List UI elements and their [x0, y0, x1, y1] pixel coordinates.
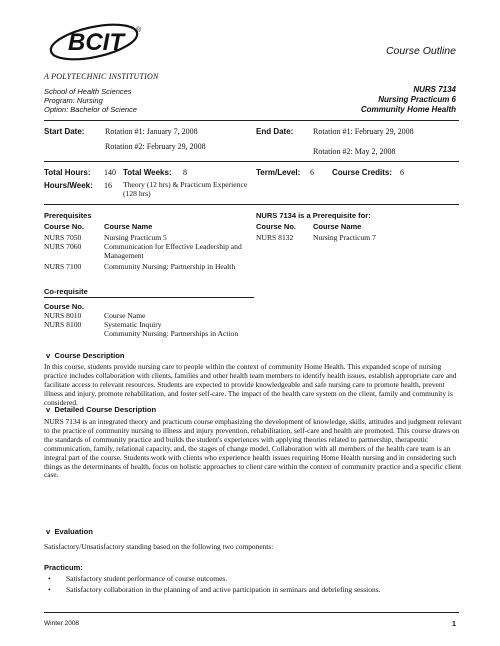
- evaluation-heading: v Evaluation: [46, 527, 93, 536]
- prereq-name: Communication for Effective Leadership and Management: [104, 242, 242, 260]
- course-subtitle: Community Home Health: [360, 105, 456, 114]
- end-rotation-2: Rotation #2: May 2, 2008: [313, 147, 396, 156]
- coreq-col-name: Course Name: [104, 311, 146, 320]
- divider-coreq: [44, 297, 254, 298]
- credits-value: 6: [400, 168, 404, 177]
- page-number: 1: [451, 619, 456, 628]
- prereq-no: NURS 7060: [44, 242, 82, 251]
- school-info: [44, 87, 137, 114]
- coreq-name: Systematic Inquiry: [104, 320, 162, 329]
- start-rotation-2: Rotation #2: February 29, 2008: [105, 142, 206, 151]
- prerequisites-heading: Prerequisites: [44, 211, 92, 220]
- prereq-col-name: Course Name: [104, 222, 153, 231]
- evaluation-intro: Satisfactory/Unsatisfactory standing based on the following two components:: [44, 542, 274, 551]
- prereq-name: Community Nursing: Partnership in Health: [104, 262, 236, 271]
- detailed-description-text: NURS 7134 is an integrated theory and practicum course emphasizing the development of knowledge, skills, attitudes and judgment relevant to the practice of community nursing to illness and injury prevention, rehabilitation, self-care and health are promoted. This course draws on the standards of community practice and builds the student's experiences with applying theories related to partnership, therapeutic communication, family, relational capacity, and, the stages of change model. Collaboration with all members of the health care team is an integral part of the course. Students work with clients who experience health issues requiring Home Health nursing and in considering such things as the determinants of health, focus on holistic approaches to client care within the context of community practice and a specific client case.: [44, 417, 462, 480]
- start-date-label: Start Date:: [44, 127, 85, 136]
- divider-top: [44, 120, 459, 121]
- course-description-heading: v Course Description: [46, 351, 125, 360]
- end-rotation-1: Rotation #1: February 29, 2008: [313, 127, 414, 136]
- tagline: A POLYTECHNIC INSTITUTION: [44, 72, 159, 81]
- total-hours-value: 140: [104, 168, 116, 177]
- school-name: School of Health Sciences: [44, 87, 132, 96]
- logo-trademark: ®: [136, 27, 142, 34]
- bullet-icon: •: [48, 574, 51, 583]
- evaluation-item: Satisfactory student performance of course outcomes.: [66, 574, 228, 583]
- section-marker: v: [46, 405, 51, 414]
- course-id-block: [361, 85, 456, 115]
- option-name: Option: Bachelor of Science: [44, 105, 137, 114]
- divider-footer: [44, 612, 459, 613]
- term-level-value: 6: [310, 168, 314, 177]
- prereq-col-no: Course No.: [44, 222, 85, 231]
- start-rotation-1: Rotation #1: January 7, 2008: [105, 127, 198, 136]
- total-weeks-label: Total Weeks:: [123, 168, 172, 177]
- hours-detail: Theory (12 hrs) & Practicum Experience (128 hrs): [123, 180, 248, 198]
- coreq-no: NURS 8100: [44, 320, 82, 329]
- coreq-col-no: Course No.: [44, 302, 85, 311]
- prereq-no: NURS 7050: [44, 233, 82, 242]
- prereq-no: NURS 7100: [44, 262, 82, 271]
- prereq-for-col-name: Course Name: [313, 222, 362, 231]
- prereq-for-no: NURS 8132: [256, 233, 294, 242]
- hours-week-value: 16: [104, 181, 112, 190]
- footer-term: Winter 2008: [44, 620, 80, 627]
- prereq-for-heading: NURS 7134 is a Prerequisite for:: [256, 211, 371, 220]
- credits-label: Course Credits:: [332, 168, 393, 177]
- logo-text: BCIT: [68, 29, 124, 56]
- term-level-label: Term/Level:: [256, 168, 301, 177]
- bullet-icon: •: [48, 585, 51, 594]
- divider-hours: [44, 204, 459, 205]
- practicum-label: Practicum:: [44, 563, 83, 572]
- end-date-label: End Date:: [256, 127, 294, 136]
- total-hours-label: Total Hours:: [44, 168, 91, 177]
- prereq-for-col-no: Course No.: [256, 222, 297, 231]
- course-code: NURS 7134: [413, 85, 456, 94]
- prereq-for-name: Nursing Practicum 7: [313, 233, 376, 242]
- course-title: Nursing Practicum 6: [378, 95, 456, 104]
- divider-dates: [44, 161, 459, 162]
- section-marker: v: [46, 351, 51, 360]
- hours-week-label: Hours/Week:: [44, 181, 93, 190]
- prereq-name: Nursing Practicum 5: [104, 233, 167, 242]
- program-name: Program: Nursing: [44, 96, 103, 105]
- total-weeks-value: 8: [183, 168, 187, 177]
- course-description-text: In this course, students provide nursing care to people within the context of community Home Health. This expanded scope of nursing practice includes collaboration with clients, families and other health team members to identify health issues, establish appropriate care and facilitate access to relevant resources. Students are expected to provide knowledgeable and safe nursing care to promote health, prevent illness and injury, promote rehabilitation, and foster self-care. The impact of the health care system on the client, family and community is considered.: [44, 362, 457, 407]
- doc-type: Course Outline: [385, 45, 456, 57]
- detailed-description-heading: v Detailed Course Description: [46, 405, 157, 414]
- section-marker: v: [46, 527, 51, 536]
- bcit-logo: [44, 18, 154, 68]
- coreq-no: NURS 8010: [44, 311, 82, 320]
- coreq-name: Community Nursing: Partnerships in Action: [104, 329, 239, 338]
- corequisite-heading: Co-requisite: [44, 287, 88, 296]
- evaluation-item: Satisfactory collaboration in the planning of and active participation in seminars and debriefing sessions.: [66, 585, 381, 594]
